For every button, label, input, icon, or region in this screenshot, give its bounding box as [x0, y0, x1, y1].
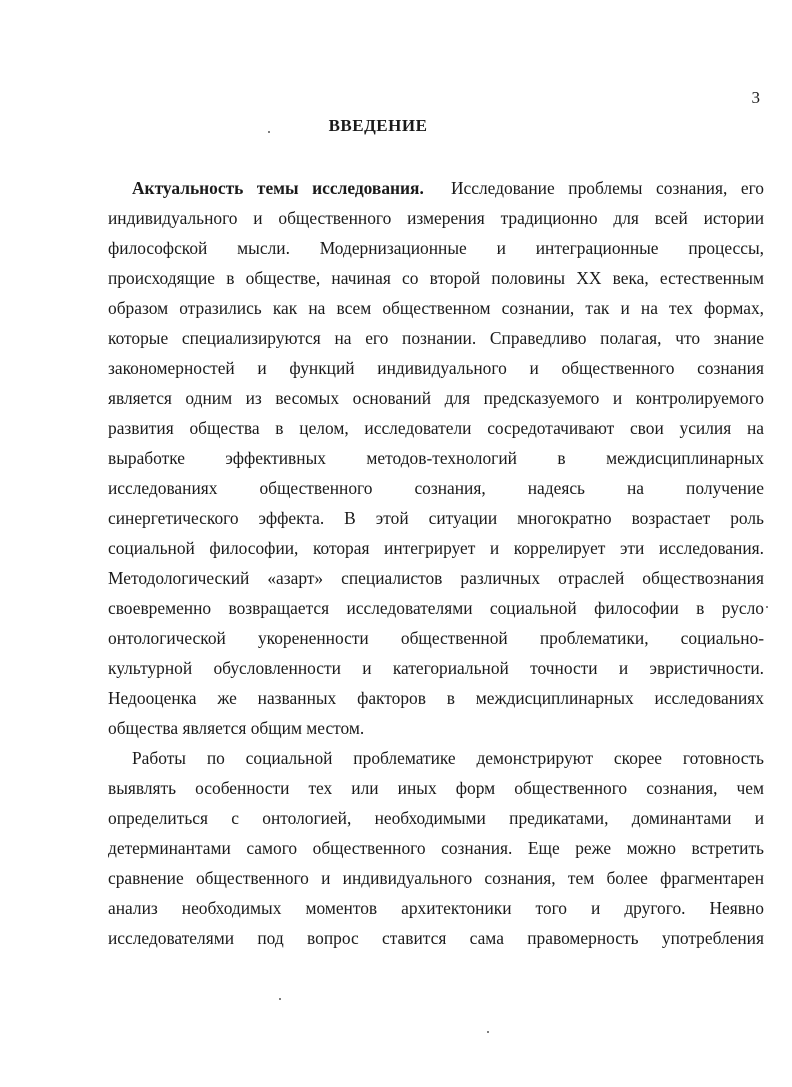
page-number: 3 [751, 88, 760, 107]
text-line: исследователями под вопрос ставится сама правомерность употребления [108, 928, 764, 948]
text-line-content: Исследование проблемы сознания, его [450, 178, 765, 198]
scan-speck [268, 131, 270, 133]
text-line: образом отразились как на всем общественном сознании, так и на тех формах, [108, 298, 764, 318]
scan-speck [279, 998, 281, 1000]
scan-speck [487, 1031, 489, 1033]
text-line: своевременно возвращается исследователями социальной философии в русло [108, 598, 764, 618]
text-line: развития общества в целом, исследователи сосредотачивают свои усилия на [108, 418, 764, 438]
text-line: закономерностей и функций индивидуального и общественного сознания [108, 358, 764, 378]
document-body [108, 173, 764, 953]
text-line: онтологической укорененности общественной проблематики, социально- [108, 628, 764, 648]
text-line: Недооценка же названных факторов в междисциплинарных исследованиях [108, 688, 764, 708]
text-line: анализ необходимых моментов архитектоники того и другого. Неявно [108, 898, 764, 918]
text-line: индивидуального и общественного измерения традиционно для всей истории [108, 208, 764, 228]
text-line: выявлять особенности тех или иных форм общественного сознания, чем [108, 778, 764, 798]
text-line: определиться с онтологией, необходимыми предикатами, доминантами и [108, 808, 764, 828]
scan-speck [766, 606, 768, 608]
text-line: сравнение общественного и индивидуального сознания, тем более фрагментарен [108, 868, 764, 888]
text-line: Работы по социальной проблематике демонстрируют скорее готовность [132, 748, 764, 768]
section-lead-in: Актуальность темы исследования. [132, 178, 424, 198]
paragraph-works [108, 743, 764, 953]
text-line: социальной философии, которая интегрирует и коррелирует эти исследования. [108, 538, 764, 558]
text-line: Методологический «азарт» специалистов различных отраслей обществознания [108, 568, 764, 588]
page-title: ВВЕДЕНИЕ [328, 116, 428, 135]
text-line: культурной обусловленности и категориальной точности и эвристичности. [108, 658, 764, 678]
text-line: происходящие в обществе, начиная со второй половины XX века, естественным [108, 268, 764, 288]
text-line: которые специализируются на его познании. Справедливо полагая, что знание [108, 328, 764, 348]
text-line: является одним из весомых оснований для предсказуемого и контролируемого [108, 388, 764, 408]
paragraph-relevance [108, 173, 764, 743]
text-line: общества является общим местом. [108, 718, 365, 738]
text-line [108, 173, 764, 203]
text-line: исследованиях общественного сознания, надеясь на получение [108, 478, 764, 498]
text-line: выработке эффективных методов-технологий в междисциплинарных [108, 448, 764, 468]
text-line: философской мысли. Модернизационные и интеграционные процессы, [108, 238, 764, 258]
text-line: синергетического эффекта. В этой ситуации многократно возрастает роль [108, 508, 764, 528]
text-line: детерминантами самого общественного сознания. Еще реже можно встретить [108, 838, 764, 858]
